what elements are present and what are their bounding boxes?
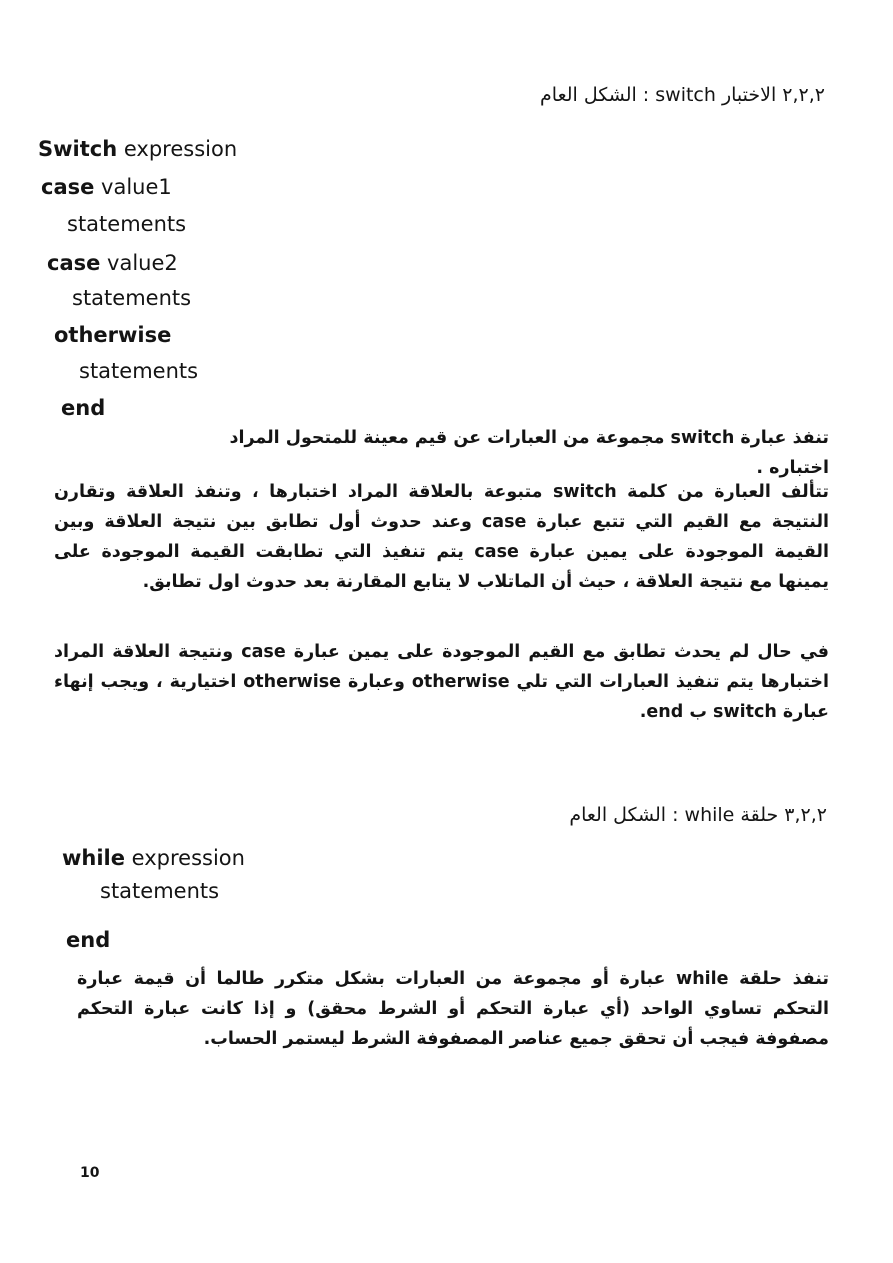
code-text: value1 xyxy=(94,175,172,199)
code-keyword: case xyxy=(41,175,95,199)
switch-paragraph-3: في حال لم يحدث تطابق مع القيم الموجودة على يمين عبارة case ونتيجة العلاقة المراد اختبارها يتم تنفيذ العبارات التي تلي otherwise وعبارة otherwise اختيارية ، ويجب إنهاء عبارة switch ب end. xyxy=(54,642,829,722)
switch-paragraph-1: تنفذ عبارة switch مجموعة من العبارات عن قيم معينة للمتحول المراد اختباره . xyxy=(229,428,829,478)
code-line-statements: statements xyxy=(100,879,220,903)
while-paragraph: تنفذ حلقة while عبارة أو مجموعة من العبارات بشكل متكرر طالما أن قيمة عبارة التحكم تساوي الواحد (أي عبارة التحكم أو الشرط محقق) و إذا كانت عبارة التحكم مصفوفة فيجب أن تحقق جميع عناصر المصفوفة الشرط ليستمر الحساب. xyxy=(77,969,829,1049)
code-keyword: end xyxy=(66,928,111,952)
code-line-statements1: statements xyxy=(67,212,187,236)
code-line-while xyxy=(62,846,245,870)
code-line-end xyxy=(66,928,110,952)
code-line-case1 xyxy=(41,175,172,199)
code-line-statements3: statements xyxy=(79,359,199,383)
code-keyword: case xyxy=(47,251,101,275)
page-number: 10 xyxy=(80,1165,100,1181)
code-keyword: Switch xyxy=(38,137,118,161)
code-text: value2 xyxy=(100,251,178,275)
code-line-switch xyxy=(38,137,237,161)
switch-paragraph-2: تتألف العبارة من كلمة switch متبوعة بالعلاقة المراد اختبارها ، وتنفذ العلاقة وتقارن النتيجة مع القيم التي تتبع عبارة case وعند حدوث أول تطابق بين نتيجة العلاقة وبين القيمة الموجودة على يمين عبارة case يتم تنفيذ التي تطابقت القيمة الموجودة على يمينها مع نتيجة العلاقة ، حيث أن الماتلاب لا يتابع المقارنة بعد حدوث اول تطابق. xyxy=(54,482,830,592)
code-line-statements2: statements xyxy=(72,286,192,310)
code-line-end xyxy=(61,396,105,420)
while-section-heading: ٣,٢,٢ حلقة while : الشكل العام xyxy=(569,804,827,826)
code-line-case2 xyxy=(47,251,178,275)
code-keyword: while xyxy=(62,846,125,870)
code-keyword: end xyxy=(61,396,106,420)
code-line-otherwise xyxy=(54,323,171,347)
code-text: expression xyxy=(117,137,238,161)
code-text: expression xyxy=(125,846,245,870)
switch-section-heading: ٢,٢,٢ الاختبار switch : الشكل العام xyxy=(540,84,825,106)
code-keyword: otherwise xyxy=(54,323,172,347)
